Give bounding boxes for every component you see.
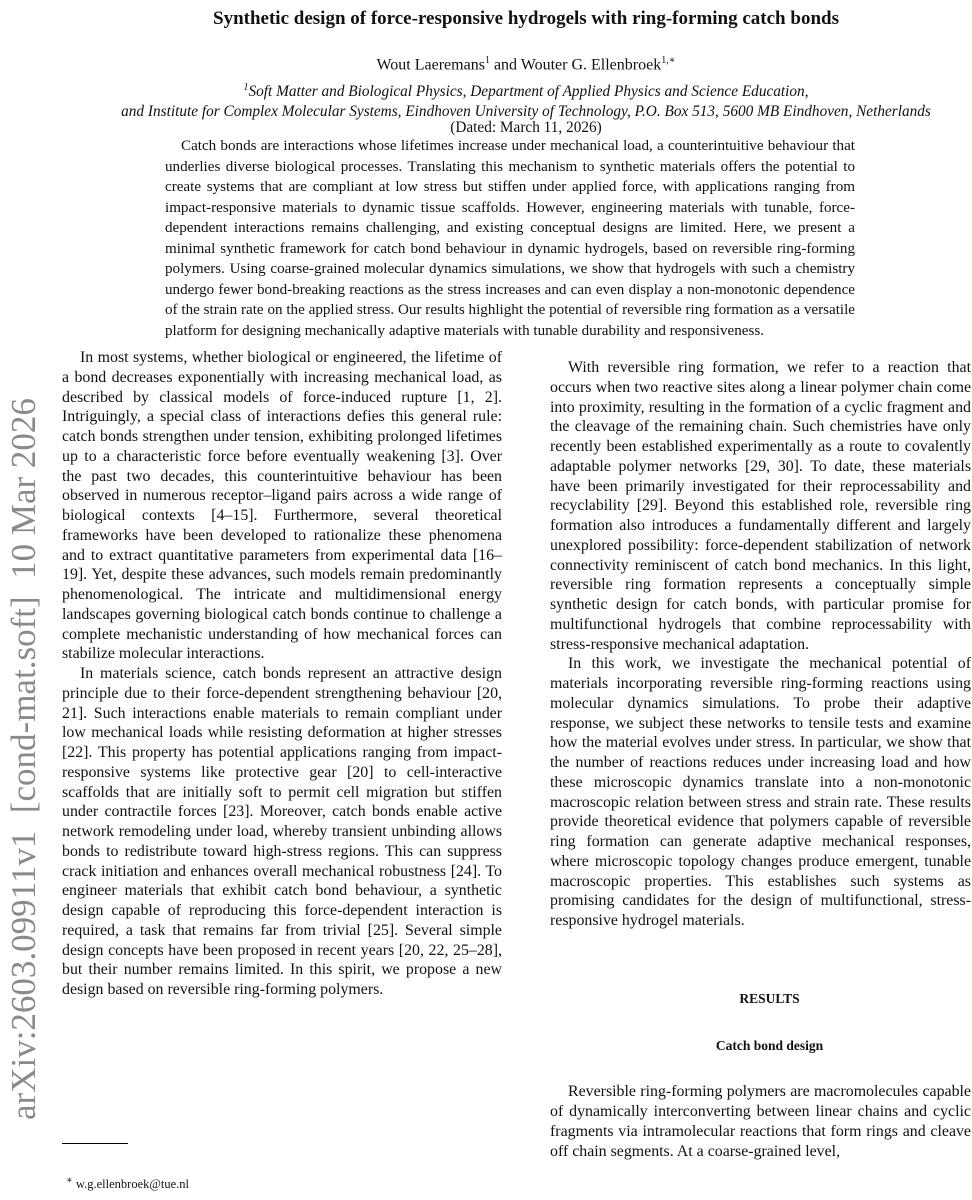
subsection-heading: Catch bond design [715,1037,824,1053]
author-list [80,55,972,74]
author-name: Wout Laeremans [376,56,485,74]
abstract: Catch bonds are interactions whose lifetimes increase under mechanical load, a counterintuitive behaviour that underlies diverse biological processes. Translating this mechanism to synthetic materials offers the potential to create systems that are compliant at low stress but stiffen under applied force, with applications ranging from impact-responsive materials to dynamic tissue scaffolds. However, engineering materials with tunable, force-dependent interactions remains challenging, and existing conceptual designs are limited. Here, we present a minimal synthetic framework for catch bond behaviour in dynamic hydrogels, based on reversible ring-forming polymers. Using coarse-grained molecular dynamics simulations, we show that hydrogels with such a chemistry undergo fewer bond-breaking reactions as the stress increases and can even display a non-monotonic dependence of the strain rate on the applied stress. Our results highlight the potential of reversible ring formation as a versatile platform for designing mechanically adaptive materials with tunable durability and responsiveness. [165,138,855,339]
affiliation-line: Soft Matter and Biological Physics, Department of Applied Physics and Science Education, [248,83,809,101]
affiliation [80,78,972,122]
body-paragraph: In most systems, whether biological or engineered, the lifetime of a bond decreases exponentially with increasing mechanical load, as described by classical models of force-induced rupture [1, 2]. Intriguingly, a special class of interactions defies this general rule: catch bonds strengthen under tension, exhibiting prolonged lifetimes up to a characteristic force before eventually weakening [3]. Over the past two decades, this counterintuitive behaviour has been observed in numerous receptor–ligand pairs across a wide range of biological contexts [4–15]. Furthermore, several theoretical frameworks have been developed to rationalize these phenomena and to extract quantitative parameters from experimental data [16–19]. Yet, despite these advances, such models remain predominantly phenomenological. The intricate and multidimensional energy landscapes governing biological catch bonds continue to challenge a complete mechanistic understanding of how mechanical forces can stabilize molecular interactions. [62,349,502,663]
body-paragraph: With reversible ring formation, we refer to a reaction that occurs when two reactive sites along a linear polymer chain come into proximity, resulting in the formation of a cyclic fragment and the cleavage of the remaining chain. Such chemistries have only recently been established experimentally as a route to covalently adaptable polymer networks [29, 30]. To date, these materials have been primarily investigated for their reprocessability and recyclability [29]. Beyond this established role, reversible ring formation also introduces a fundamentally different and largely unexplored possibility: force-dependent stabilization of network connectivity reminiscent of catch bond mechanics. In this light, reversible ring formation represents a conceptually simple synthetic design for catch bonds, with particular promise for multifunctional hydrogels that combine reprocessability with stress-responsive mechanical adaptation. [550,359,971,653]
affiliation-line: and Institute for Complex Molecular Systems, Eindhoven University of Technology, P.O. Box 513, 5600 MB Eindhoven, Netherlands [121,103,931,121]
affiliation-mark: 1,∗ [661,55,676,66]
arxiv-identifier: arXiv:2603.09911v1 [cond-mat.soft] 10 Mar 2026 [4,398,43,1120]
footnote-email: w.g.ellenbroek@tue.nl [75,1177,190,1192]
author-name: Wouter G. Ellenbroek [520,56,662,74]
section-heading: RESULTS [739,990,800,1006]
body-paragraph: In materials science, catch bonds represent an attractive design principle due to their force-dependent strengthening behaviour [20, 21]. Such interactions enable materials to remain compliant under low mechanical loads while resisting deformation at higher stresses [22]. This property has potential applications ranging from impact-responsive systems like protective gear [20] to cell-interactive scaffolds that are initially soft to permit cell migration but stiffen under contractile forces [23]. Moreover, catch bonds enable active network remodeling under load, whereby transient unbinding allows bonds to redistribute toward high-stress regions. This can suppress crack initiation and enhances overall mechanical robustness [24]. To engineer materials that exhibit catch bond behaviour, a synthetic design capable of reproducing this force-dependent interaction is required, a task that remains far from trivial [25]. Several simple design concepts have been proposed in recent years [20, 22, 25–28], but their number remains limited. In this spirit, we propose a new design based on reversible ring-forming polymers. [62,665,502,998]
footnote-mark: ∗ [66,1175,73,1186]
footnote [66,1175,189,1192]
date-line: (Dated: March 11, 2026) [450,119,602,136]
paper-title: Synthetic design of force-responsive hydrogels with ring-forming catch bonds [213,8,839,29]
body-paragraph: In this work, we investigate the mechanical potential of materials incorporating reversible ring-forming reactions using molecular dynamics simulations. To probe their adaptive response, we subject these networks to tensile tests and examine how the material evolves under stress. In particular, we show that the number of reactions reduces under increasing load and how these microscopic dynamics translate into a non-monotonic macroscopic relation between stress and strain rate. These results provide theoretical evidence that polymers capable of reversible ring formation can generate adaptive mechanical responses, where microscopic topology changes produce emergent, tunable macroscopic properties. This establishes such systems as promising candidates for the design of multifunctional, stress-responsive hydrogel materials. [550,655,971,929]
right-column [550,358,971,1161]
author-separator: and [489,56,521,74]
affiliation-mark: 1 [484,55,490,66]
body-paragraph: Reversible ring-forming polymers are macromolecules capable of dynamically interconverting between linear chains and cyclic fragments via intramolecular reactions that form rings and cleave off chain segments. At a coarse-grained level, [550,1083,971,1160]
affiliation-mark: 1 [243,82,249,93]
left-column [62,348,502,1000]
footnote-rule [62,1143,128,1144]
